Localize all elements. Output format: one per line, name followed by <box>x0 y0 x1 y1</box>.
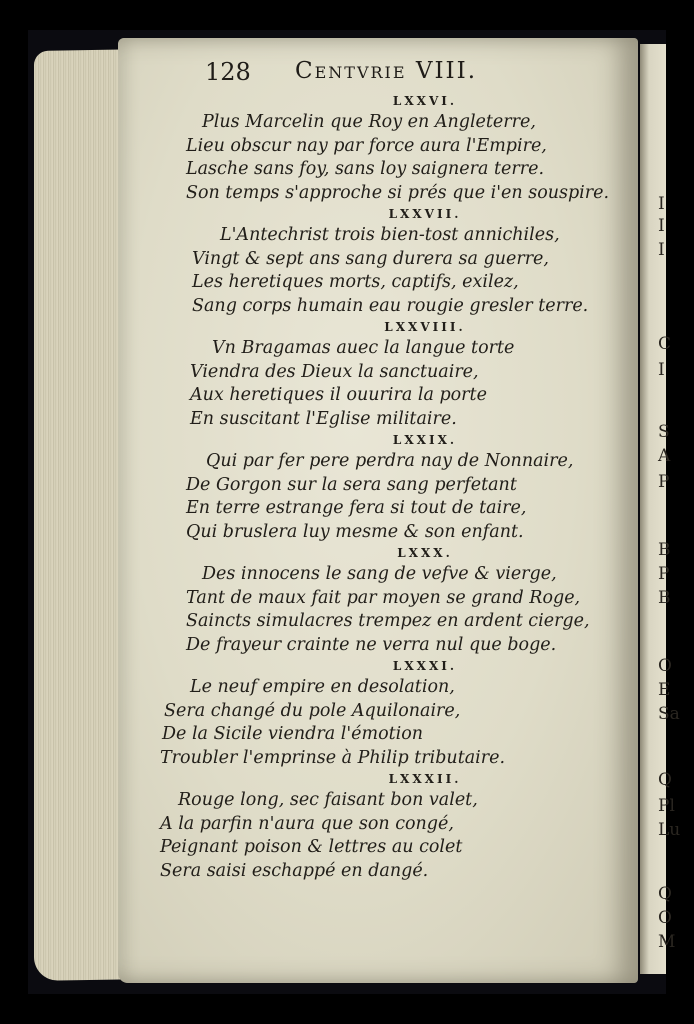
running-head: Centvrie VIII. <box>295 58 478 84</box>
verse-line: Vingt & sept ans sang durera sa guerre, <box>192 248 549 269</box>
facing-page-letter: Q <box>658 884 672 904</box>
facing-page-letter: E <box>658 680 671 700</box>
verse-line: De la Sicile viendra l'émotion <box>162 724 424 744</box>
quatrain-number: LXXVI. <box>392 94 458 108</box>
facing-page-letter: B <box>658 588 671 608</box>
verse-line: Sera saisi eschappé en dangé. <box>160 860 429 881</box>
verse-line: Son temps s'approche si prés que i'en souspire. <box>186 182 610 203</box>
facing-page-letter: Lu <box>658 820 681 840</box>
facing-page-letter: Q <box>658 770 672 790</box>
facing-page-letter: P <box>658 472 670 492</box>
verse-line: Troubler l'emprinse à Philip tributaire. <box>160 747 506 768</box>
facing-page-letter: B <box>658 540 671 560</box>
quatrain <box>160 318 630 431</box>
facing-page-letter: P <box>658 564 670 584</box>
facing-page-letter: I <box>658 240 665 260</box>
facing-page-letter: O <box>658 656 672 676</box>
quatrain <box>160 770 630 883</box>
quatrain-list <box>160 92 630 883</box>
quatrain-number: LXXX. <box>397 546 453 560</box>
facing-page-letter: I <box>658 194 665 214</box>
verse-line: Lasche sans foy, sans loy saignera terre. <box>186 159 545 179</box>
quatrain-number: LXXVII. <box>388 207 462 221</box>
facing-page <box>640 44 681 974</box>
verse-line: Qui bruslera luy mesme & son enfant. <box>186 521 524 542</box>
quatrain <box>160 92 630 205</box>
verse-line: En terre estrange fera si tout de taire, <box>186 498 527 518</box>
quatrain-number: LXXVIII. <box>384 320 466 334</box>
verse-line: Tant de maux fait par moyen se grand Roge, <box>186 587 581 608</box>
verse-line: Plus Marcelin que Roy en Angleterre, <box>202 112 536 132</box>
facing-page-letter: I <box>658 360 665 380</box>
verse-line: Peignant poison & lettres au colet <box>160 837 463 857</box>
quatrain-number: LXXIX. <box>392 433 458 447</box>
quatrain <box>160 431 630 544</box>
verse-line: Lieu obscur nay par force aura l'Empire, <box>186 135 547 156</box>
verse-line: Rouge long, sec faisant bon valet, <box>178 790 478 810</box>
verse-line: Sang corps humain eau rougie gresler terre. <box>192 295 589 316</box>
verse-line: Sera changé du pole Aquilonaire, <box>164 700 461 721</box>
verse-line: De frayeur crainte ne verra nul que boge. <box>186 634 557 655</box>
quatrain <box>160 205 630 318</box>
verse-line: De Gorgon sur la sera sang perfetant <box>186 474 517 495</box>
verse-line: L'Antechrist trois bien-tost annichiles, <box>220 225 560 245</box>
quatrain <box>160 657 630 770</box>
verse-line: Viendra des Dieux la sanctuaire, <box>190 361 479 382</box>
verse-line: Vn Bragamas auec la langue torte <box>212 338 515 358</box>
verse-line: Qui par fer pere perdra nay de Nonnaire, <box>206 451 574 471</box>
verse-line: Le neuf empire en desolation, <box>190 677 455 697</box>
facing-page-letter: C <box>658 334 672 354</box>
quatrain-number: LXXXII. <box>388 772 462 786</box>
facing-page-letter: Sa <box>658 704 680 724</box>
facing-page-letter: M <box>658 932 676 952</box>
page-number: 128 <box>205 58 251 86</box>
facing-page-letter: Pl <box>658 796 675 816</box>
verse-line: Des innocens le sang de vefve & vierge, <box>202 564 557 584</box>
quatrain <box>160 544 630 657</box>
verse-line: Aux heretiques il ouurira la porte <box>190 385 487 405</box>
facing-page-letter: A <box>658 446 671 466</box>
verse-line: A la parfin n'aura que son congé, <box>160 813 454 834</box>
facing-page-letter: I <box>658 216 665 236</box>
verse-line: Saincts simulacres trempez en ardent cierge, <box>186 611 590 631</box>
page-header <box>205 58 565 92</box>
facing-page-letter: S <box>658 422 670 442</box>
verse-line: En suscitant l'Eglise militaire. <box>190 408 457 429</box>
facing-page-letter: O <box>658 908 672 928</box>
verse-line: Les heretiques morts, captifs, exilez, <box>192 272 519 292</box>
quatrain-number: LXXXI. <box>392 659 458 673</box>
